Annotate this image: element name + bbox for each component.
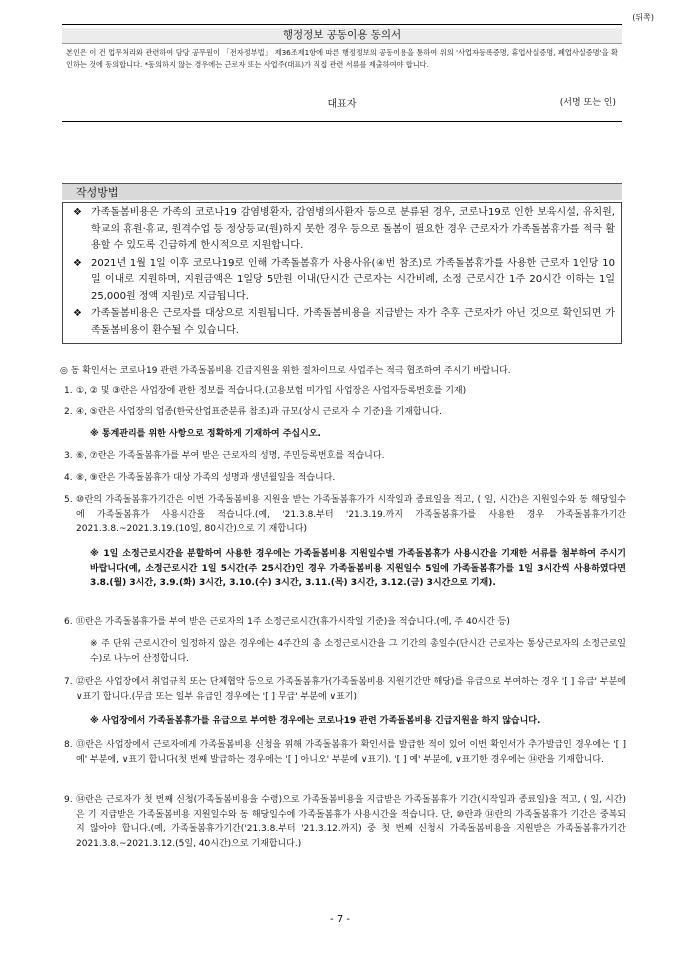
instruction-item: 4. ⑧, ⑨란은 가족돌봄휴가 대상 가족의 성명과 생년월일을 적습니다. [64, 473, 336, 483]
instruction-subnote: ※ 주 단위 근로시간이 일정하지 않은 경우에는 4주간의 총 소정근로시간을 그 기간의 총일수(단시간 근로자는 통상근로자의 소정근로일수)로 나누어 산정합니다. [90, 639, 626, 664]
back-side-label: (뒤쪽) [632, 13, 654, 22]
method-title: 작성방법 [62, 183, 622, 200]
instruction-item: 5. ⑩란의 가족돌봄휴가기간은 이번 가족돌봄비용 지원을 받는 가족돌봄휴가가 시작일과 종료일을 적고, ( 일, 시간)은 지원일수와 동 해당일수에 가족돌봄휴가 사용시간을 적습니다.(예, '21.3.8.부터 '21.3.19.까지 가족돌봄휴가를 사용한 경우 가족돌봄휴가기간 2021.3.8.~2021.3.19.(10일, 80시간)으로 기 재합니다) [64, 495, 626, 534]
instruction-item: 8. ⑬란은 사업장에서 근로자에게 가족돌봄비용 신청을 위해 가족돌봄휴가 확인서를 발급한 적이 있어 이번 확인서가 추가발급인 경우에는 '[ ] 예' 부분에, ∨표기 합니다(첫 번째 발급하는 경우에는 '[ ] 아니오' 부분에 ∨표기). '[ ] 예' 부분에, ∨표기한 경우에는 ⑭란을 기재합니다. [64, 740, 626, 765]
instructions-intro: ◎ 동 확인서는 코로나19 관련 가족돌봄비용 긴급지원을 위한 절차이므로 사업주는 적극 협조하여 주시기 바랍니다. [60, 366, 511, 376]
method-bullet: ❖ 2021년 1월 1일 이후 코로나19로 인해 가족돌봄휴가 사용사유(④번 참조)로 가족돌봄휴가를 사용한 근로자 1인당 10일 이내로 지원하며, 지원금액은 1일당 5만원 이내(단시간 근로자는 시간비례, 소정 근로시간 1주 20시간 이하는 1일 25,000원 정액 지원)로 지급됩니다. [73, 257, 615, 302]
instruction-note: ※ 통계관리를 위한 사항으로 정확하게 기재하여 주십시오. [90, 429, 321, 439]
signature-label: (서명 또는 인) [559, 98, 616, 108]
instruction-note: ※ 1일 소정근로시간을 분할하여 사용한 경우에는 가족돌봄비용 지원일수별 가족돌봄휴가 사용시간을 기재한 서류를 첨부하여 주시기 바랍니다(예, 소정근로시간 1일 5시간(주 25시간)인 경우 가족돌봄비용 지원일수 5일에 가족돌봄휴가를 1일 3시간씩 사용하였다면 3.8.(월) 3시간, 3.9.(화) 3시간, 3.10.(수) 3시간, 3.11.(목) 3시간, 3.12.(금) 3시간으로 기재). [90, 549, 626, 588]
instruction-item: 6. ⑪란은 가족돌봄휴가를 부여 받은 근로자의 1주 소정근로시간(휴가시작일 기준)을 적습니다.(예, 주 40시간 등) [64, 617, 510, 627]
instruction-item: 7. ⑫란은 사업장에서 취업규칙 또는 단체협약 등으로 가족돌봄휴가(가족돌봄비용 지원기간만 해당)를 유급으로 부여하는 경우 '[ ] 유급' 부분에 ∨표기 합니다.(무급 또는 일부 유급인 경우에는 '[ ] 무급' 부분에 ∨표기) [64, 677, 626, 702]
instruction-item: 2. ④, ⑤란은 사업장의 업종(한국산업표준분류 참조)과 규모(상시 근로자 수 기준)을 기재합니다. [64, 407, 442, 417]
instruction-item: 3. ⑥, ⑦란은 가족돌봄휴가를 부여 받은 근로자의 성명, 주민등록번호를 적습니다. [64, 451, 385, 461]
method-bullet: ❖ 가족돌봄비용은 가족의 코로나19 감염병환자, 감염병의사환자 등으로 분류된 경우, 코로나19로 인한 보육시설, 유치원, 학교의 휴원·휴교, 원격수업 등 정상등교(원)하지 못한 경우 등으로 돌봄이 필요한 경우 근로자가 가족돌봄휴가를 적극 활용할 수 있도록 긴급하게 한시적으로 지원합니다. [73, 207, 615, 251]
consent-title: 행정정보 공동이용 동의서 [62, 28, 622, 44]
instruction-note: ※ 사업장에서 가족돌봄휴가를 유급으로 부여한 경우에는 코로나19 관련 가족돌봄비용 긴급지원을 하지 않습니다. [90, 716, 541, 726]
instruction-item: 1. ①, ② 및 ③란은 사업장에 관한 정보를 적습니다.(고용보험 미가입 사업장은 사업자등록번호를 기재) [64, 386, 467, 396]
instruction-item: 9. ⑭란은 근로자가 첫 번째 신청(가족돌봄비용을 수령)으로 가족돌봄비용을 지급받은 가족돌봄휴가 기간(시작일과 종료일)을 적고, ( 일, 시간)은 기 지급받은 가족돌봄비용 지원일수와 동 해당일수에 가족돌봄휴가 사용시간을 적습니다. 단, ⑩란과 ⑭란의 가족돌봄휴가 기간은 중복되지 않아야 합니다.(예, 가족돌봄휴가기간('21.3.8.부터 '21.3.12.까지) 중 첫 번째 신청시 가족돌봄비용을 지원받은 가족돌봄휴가기간 2021.3.8.~2021.3.12.(5일, 40시간)으로 기재합니다.) [64, 795, 626, 849]
page-number: - 7 - [330, 914, 350, 925]
representative-label: 대표자 [327, 99, 357, 110]
consent-body: 본인은 이 건 업무처리와 관련하여 담당 공무원이 「전자정부법」 제36조제1항에 따른 행정정보의 공동이용을 통하여 위의 '사업자등록증명, 휴업사실증명, 폐업사실증명'을 확인하는 것에 동의합니다. *동의하지 않는 경우에는 근로자 또는 사업주(대표)가 직접 관련 서류를 제출하여야 합니다. [66, 48, 618, 69]
method-box [62, 202, 622, 344]
consent-box [62, 24, 622, 122]
method-bullet: ❖ 가족돌봄비용은 근로자를 대상으로 지원됩니다. 가족돌봄비용을 지급받는 자가 추후 근로자가 아닌 것으로 확인되면 가족돌봄비용이 환수될 수 있습니다. [73, 308, 615, 336]
